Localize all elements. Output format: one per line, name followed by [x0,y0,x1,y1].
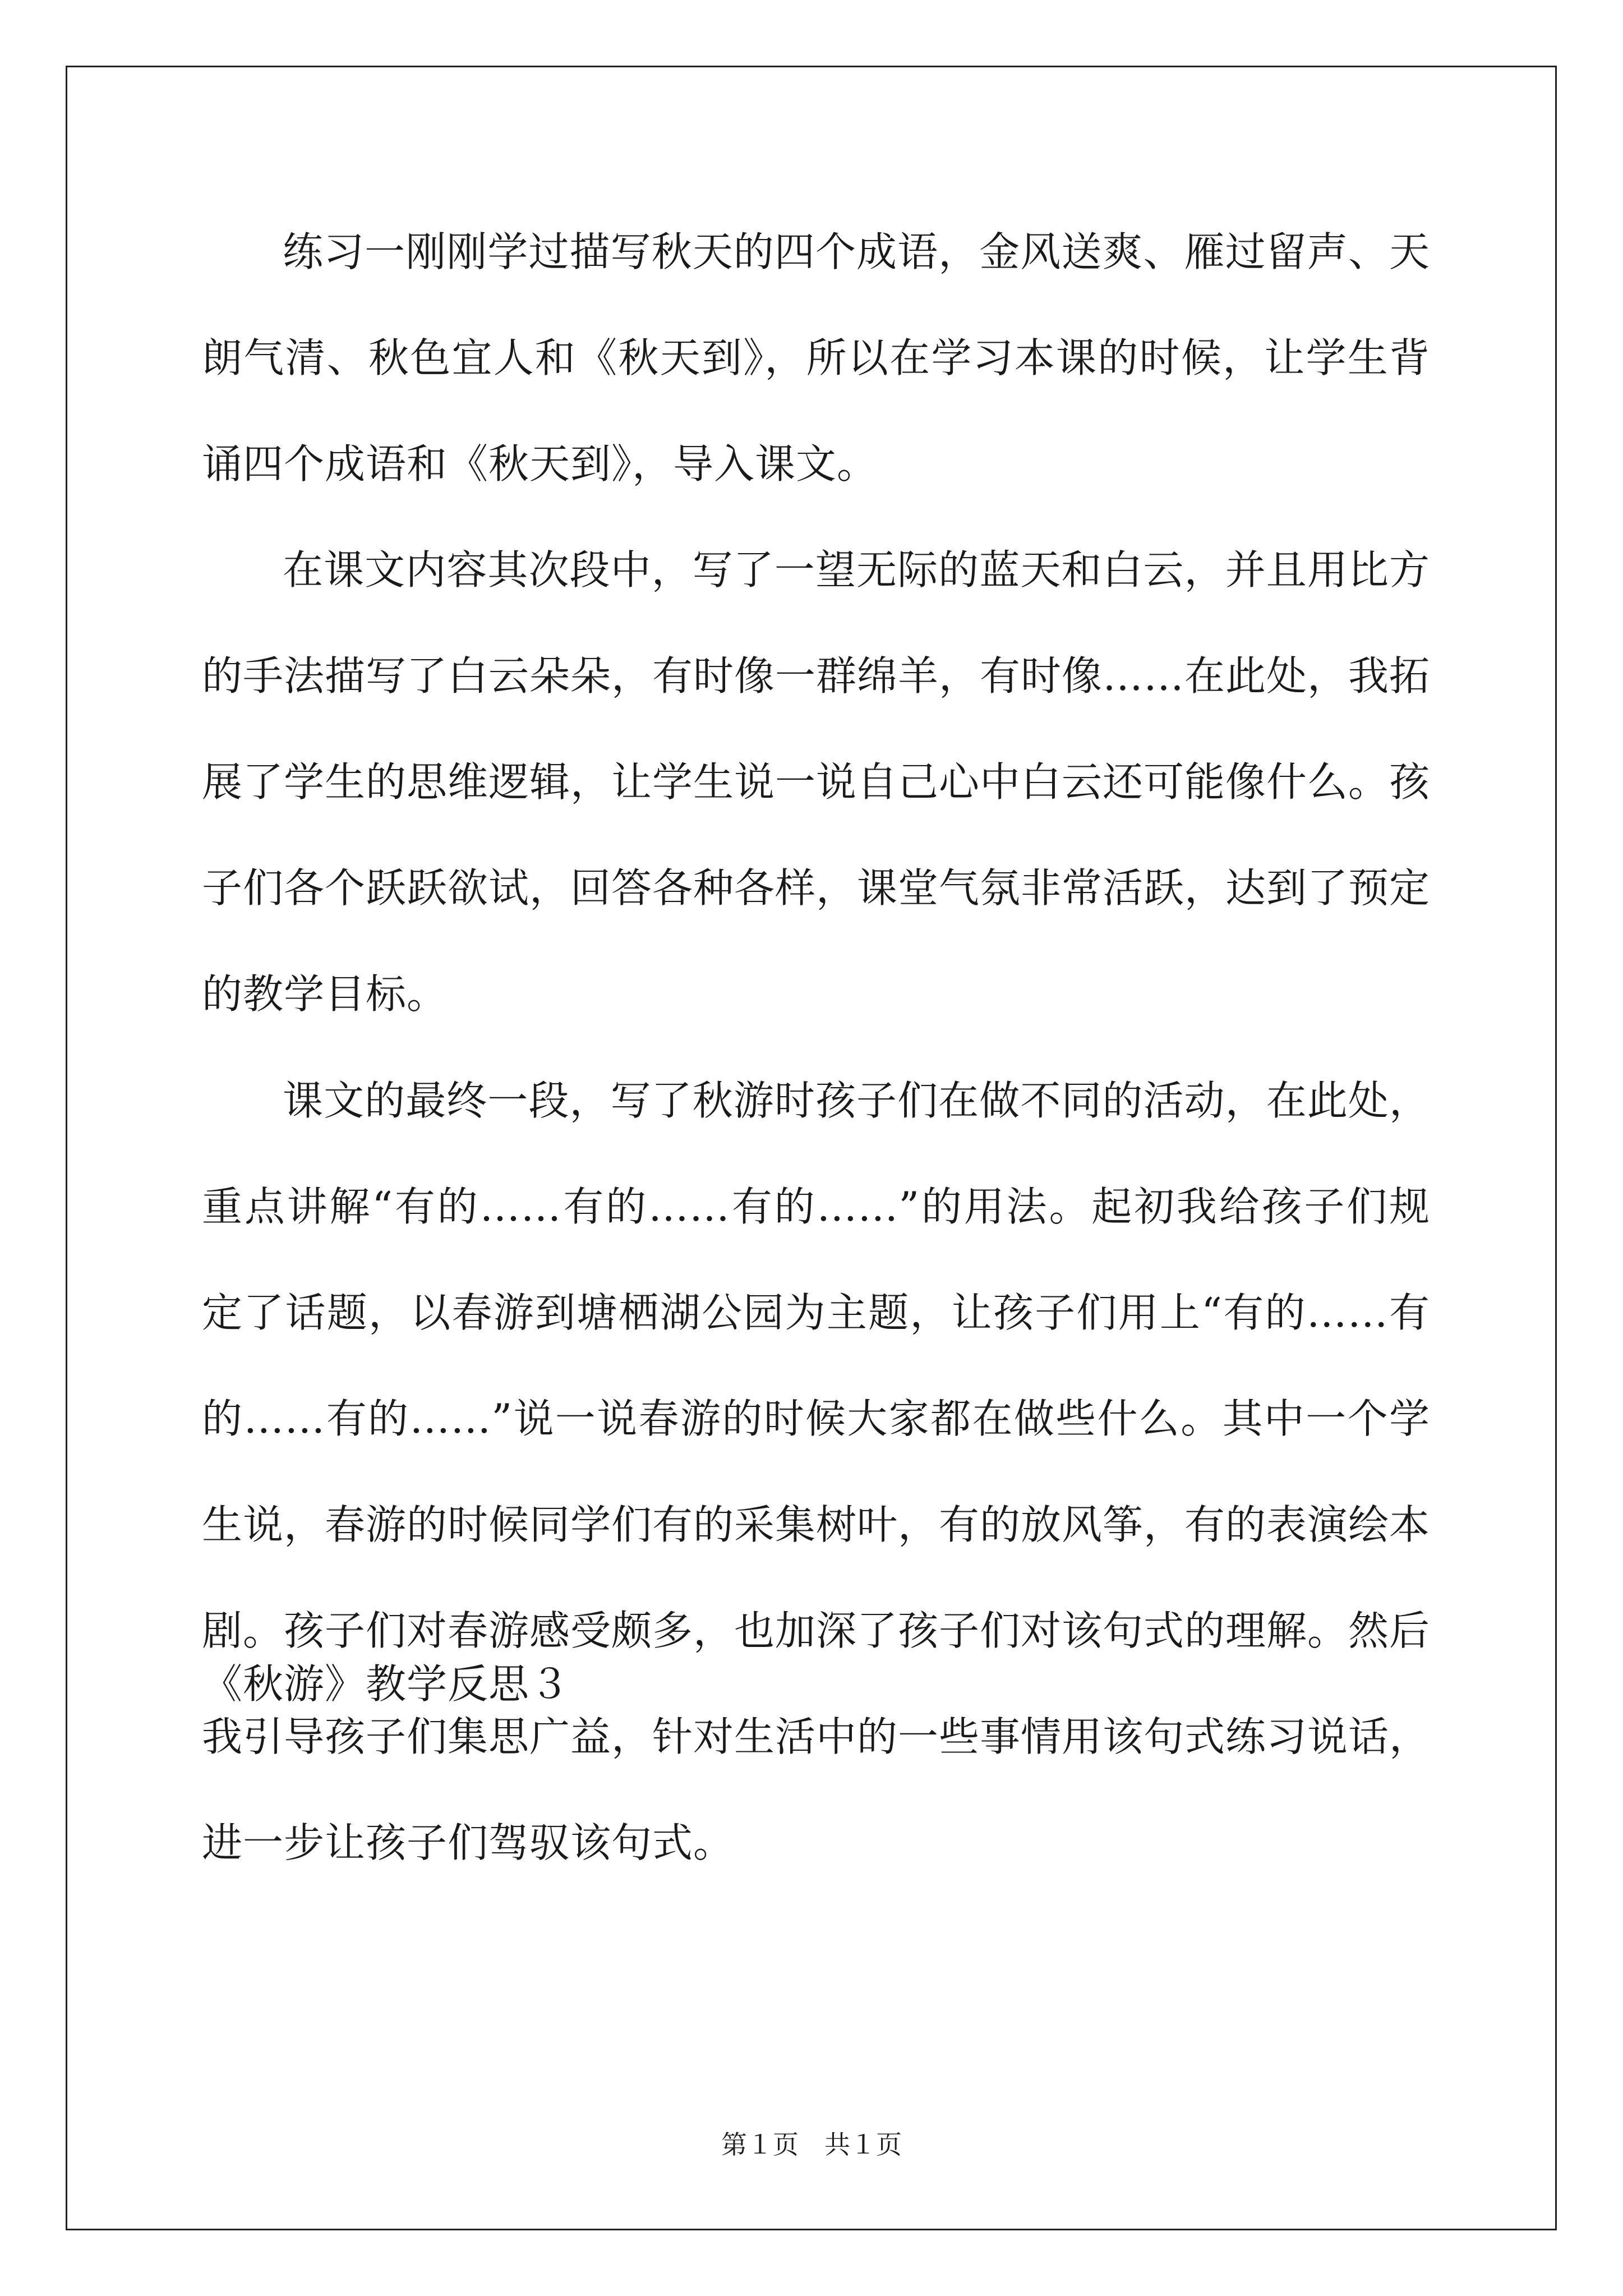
paragraph-2: 在课文内容其次段中，写了一望无际的蓝天和白云，并且用比方的手法描写了白云朵朵，有时像一群绵羊，有时像……在此处，我拓展了学生的思维逻辑，让学生说一说自己心中白云还可能像什么。孩子们各个跃跃欲试，回答各种各样，课堂气氛非常活跃，达到了预定的教学目标。 [202,546,1431,1018]
section-heading: 《秋游》教学反思３ [202,1660,571,1708]
page-footer [0,2128,1623,2161]
paragraph-3: 课文的最终一段，写了秋游时孩子们在做不同的活动，在此处，重点讲解“有的……有的……有的……”的用法。起初我给孩子们规定了话题，以春游到塘栖湖公园为主题，让孩子们用上“有的……有的……有的……”说一说春游的时候大家都在做些什么。其中一个学生说，春游的时候同学们有的采集树叶，有的放风筝，有的表演绘本剧。孩子们对春游感受颇多，也加深了孩子们对该句式的理解。然后我引导孩子们集思广益，针对生活中的一些事情用该句式练习说话，进一步让孩子们驾驭该句式。 [202,1077,1431,1866]
page-number-label: 第１页 共１页 [721,2129,902,2160]
paragraph-1: 练习一刚刚学过描写秋天的四个成语，金风送爽、雁过留声、天朗气清、秋色宜人和《秋天到》，所以在学习本课的时候，让学生背诵四个成语和《秋天到》，导入课文。 [202,228,1430,487]
